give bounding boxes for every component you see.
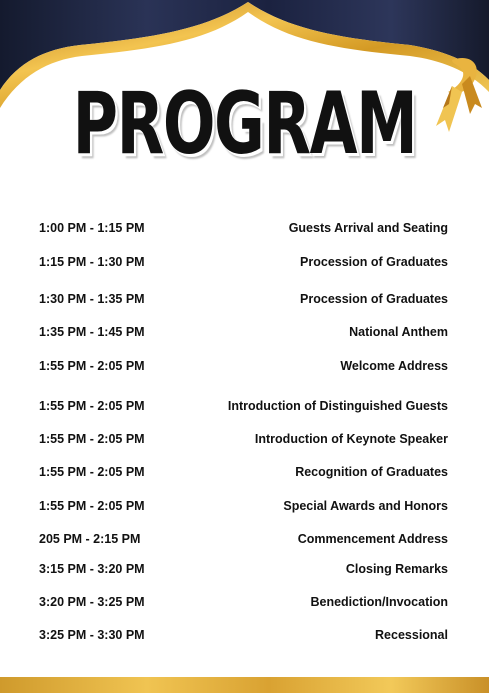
- schedule-event: Closing Remarks: [345, 562, 448, 576]
- schedule-event: Recognition of Graduates: [295, 465, 448, 479]
- schedule-row: [0, 396, 489, 416]
- page-title: PROGRAM: [72, 74, 417, 174]
- schedule-row: [0, 496, 489, 516]
- schedule-time: 1:55 PM - 2:05 PM: [39, 399, 145, 413]
- schedule-row: [0, 289, 489, 309]
- schedule-row: [0, 322, 489, 342]
- schedule-event: National Anthem: [349, 325, 448, 339]
- schedule-time: 1:55 PM - 2:05 PM: [39, 465, 145, 479]
- schedule-row: [0, 529, 489, 549]
- schedule-event: Welcome Address: [340, 359, 448, 373]
- schedule-time: 3:15 PM - 3:20 PM: [39, 562, 145, 576]
- schedule-row: [0, 559, 489, 579]
- schedule-event: Guests Arrival and Seating: [288, 221, 448, 235]
- schedule-event: Commencement Address: [297, 532, 448, 546]
- schedule-row: [0, 462, 489, 482]
- schedule-event: Special Awards and Honors: [283, 499, 448, 513]
- schedule-time: 205 PM - 2:15 PM: [39, 532, 141, 546]
- schedule-row: [0, 592, 489, 612]
- schedule-row: [0, 625, 489, 645]
- schedule-time: 3:25 PM - 3:30 PM: [39, 628, 145, 642]
- schedule-time: 1:00 PM - 1:15 PM: [39, 221, 145, 235]
- schedule-time: 1:15 PM - 1:30 PM: [39, 255, 145, 269]
- schedule-time: 1:55 PM - 2:05 PM: [39, 359, 145, 373]
- schedule-row: [0, 356, 489, 376]
- schedule-row: [0, 429, 489, 449]
- schedule-event: Procession of Graduates: [300, 255, 448, 269]
- schedule-event: Introduction of Distinguished Guests: [227, 399, 448, 413]
- schedule-time: 3:20 PM - 3:25 PM: [39, 595, 145, 609]
- schedule-event: Introduction of Keynote Speaker: [254, 432, 448, 446]
- schedule-time: 1:35 PM - 1:45 PM: [39, 325, 145, 339]
- schedule-time: 1:55 PM - 2:05 PM: [39, 432, 145, 446]
- schedule-row: [0, 252, 489, 272]
- gold-footer-bar: [0, 677, 489, 693]
- schedule-row: [0, 218, 489, 238]
- schedule-time: 1:55 PM - 2:05 PM: [39, 499, 145, 513]
- schedule-event: Procession of Graduates: [300, 292, 448, 306]
- schedule-event: Recessional: [375, 628, 448, 642]
- schedule-time: 1:30 PM - 1:35 PM: [39, 292, 145, 306]
- schedule-event: Benediction/Invocation: [310, 595, 448, 609]
